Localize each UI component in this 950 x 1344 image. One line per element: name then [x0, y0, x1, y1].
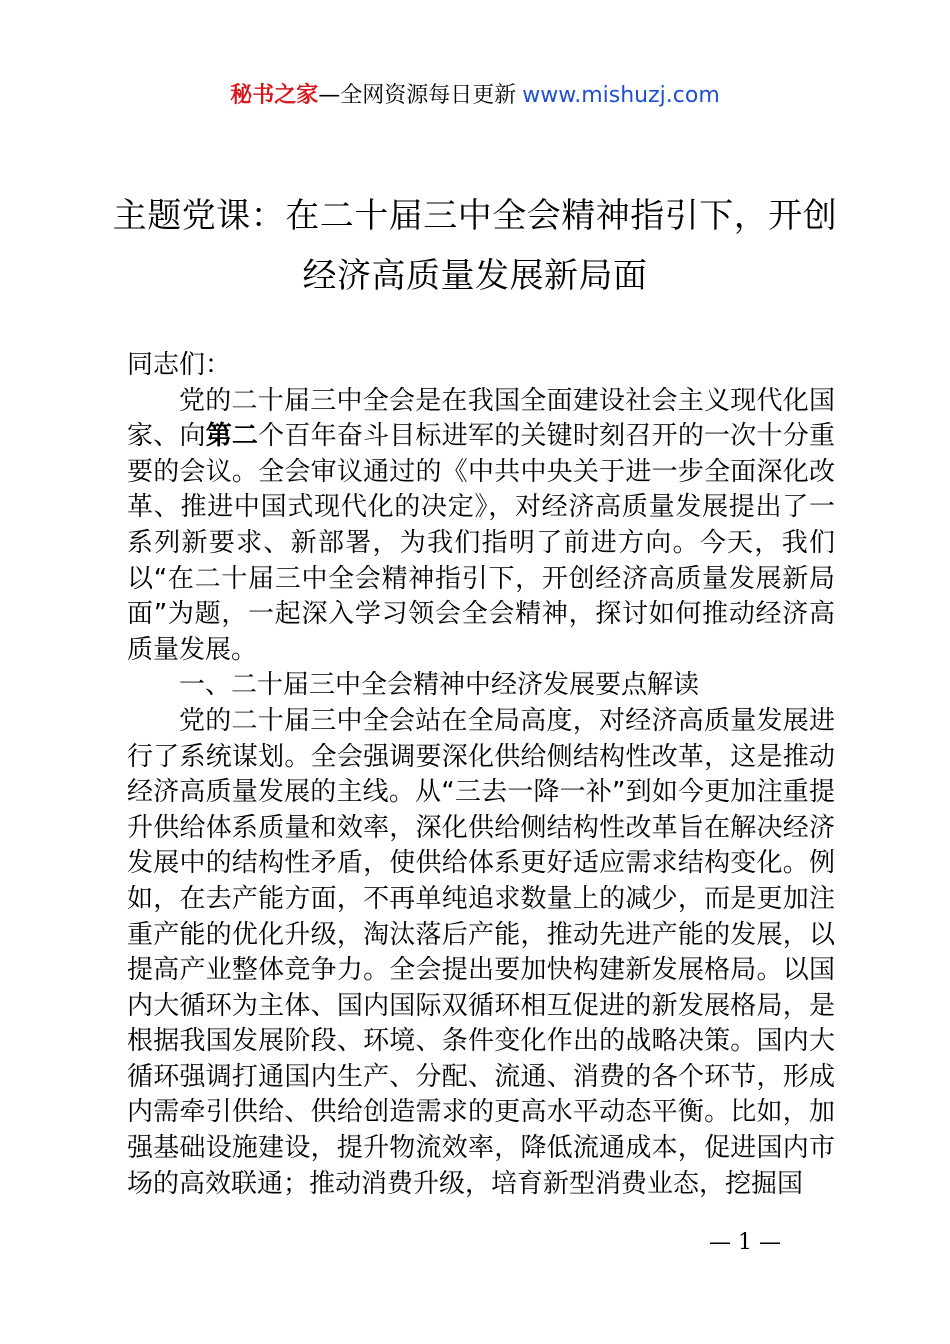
brand-name: 秘书之家: [230, 83, 319, 108]
page-number: — 1 —: [709, 1230, 781, 1255]
paragraph-intro: [127, 384, 835, 669]
document-body: [127, 348, 835, 1202]
paragraph-intro-text-1: 党的二十届三中全会是在我国全面建设社会主义现代化国家、向: [127, 385, 835, 452]
section-heading: 一、二十届三中全会精神中经济发展要点解读: [179, 670, 700, 701]
header-tagline: —全网资源每日更新: [318, 83, 517, 108]
paragraph-intro-text-2: 个百年奋斗目标进军的关键时刻召开的一次十分重要的会议。全会审议通过的《中共中央关于进一步全面深化改革、推进中国式现代化的决定》，对经济高质量发展提出了一系列新要求、新部署，为我们指明了前进方向。今天，我们以“在二十届三中全会精神指引下，开创经济高质量发展新局面”为题，一起深入学习领会全会精神，探讨如何推动经济高质量发展。: [127, 421, 835, 665]
document-title: 主题党课：在二十届三中全会精神指引下，开创经济高质量发展新局面: [112, 196, 838, 296]
site-url-link[interactable]: www.mishuzj.com: [522, 83, 720, 108]
paragraph-section-1: 党的二十届三中全会站在全局高度，对经济高质量发展进行了系统谋划。全会强调要深化供给侧结构性改革，这是推动经济高质量发展的主线。从“三去一降一补”到如今更加注重提升供给体系质量和效率，深化供给侧结构性改革旨在解决经济发展中的结构性矛盾，使供给体系更好适应需求结构变化。例如，在去产能方面，不再单纯追求数量上的减少，而是更加注重产能的优化升级，淘汰落后产能，推动先进产能的发展，以提高产业整体竞争力。全会提出要加快构建新发展格局。以国内大循环为主体、国内国际双循环相互促进的新发展格局，是根据我国发展阶段、环境、条件变化作出的战略决策。国内大循环强调打通国内生产、分配、流通、消费的各个环节，形成内需牵引供给、供给创造需求的更高水平动态平衡。比如，加强基础设施建设，提升物流效率，降低流通成本，促进国内市场的高效联通；推动消费升级，培育新型消费业态，挖掘国: [127, 705, 835, 1199]
site-header: [0, 80, 950, 112]
paragraph-intro-bold: 第二: [205, 421, 259, 452]
salutation: 同志们：: [127, 350, 232, 380]
